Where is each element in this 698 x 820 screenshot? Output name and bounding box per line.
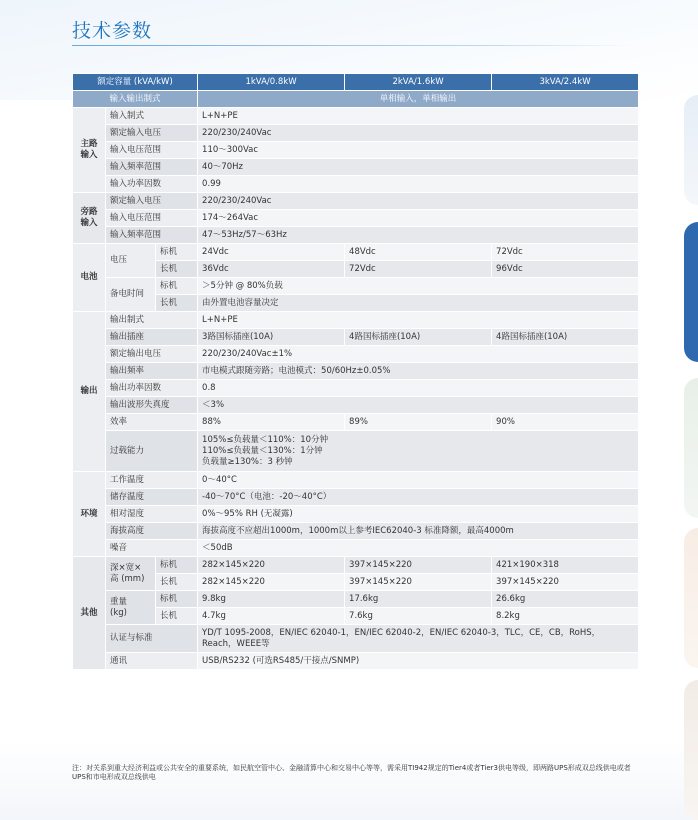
row-value: 40～70Hz	[198, 159, 639, 176]
io-system-value: 单相输入，单相输出	[198, 91, 639, 108]
overload-line: 负载量≥130%：3 秒钟	[202, 456, 293, 467]
row-label: 额定输入电压	[106, 125, 198, 142]
row-value: 220/230/240Vac	[198, 193, 639, 210]
row-value: 0.8	[198, 380, 639, 397]
table-row	[73, 540, 639, 557]
row-value: L+N+PE	[198, 108, 639, 125]
row-label: 输入频率范围	[106, 159, 198, 176]
row-value: 96Vdc	[492, 261, 639, 278]
row-label: 海拔高度	[106, 523, 198, 540]
row-value: 36Vdc	[198, 261, 345, 278]
overload-line: 110%≤负载量＜130%：1分钟	[202, 445, 323, 456]
table-row	[73, 523, 639, 540]
row-label: 长机	[156, 608, 198, 625]
row-value: 72Vdc	[345, 261, 492, 278]
battery-backup-label: 备电时间	[106, 278, 156, 312]
battery-voltage-label: 电压	[106, 244, 156, 278]
row-label: 输入电压范围	[106, 142, 198, 159]
table-row	[73, 397, 639, 414]
row-label: 标机	[156, 557, 198, 574]
table-row	[73, 431, 639, 472]
table-row	[73, 142, 639, 159]
row-value: 421×190×318	[492, 557, 639, 574]
row-label: 输出功率因数	[106, 380, 198, 397]
row-label: 通讯	[106, 653, 198, 670]
cat-bypass-input: 旁路 输入	[73, 193, 106, 244]
table-row	[73, 625, 639, 653]
row-value: USB/RS232 (可选RS485/干接点/SNMP)	[198, 653, 639, 670]
table-row	[73, 312, 639, 329]
row-value: 4路国标插座(10A)	[345, 329, 492, 346]
row-value: L+N+PE	[198, 312, 639, 329]
table-row	[73, 472, 639, 489]
row-value: 282×145×220	[198, 557, 345, 574]
row-label: 输入频率范围	[106, 227, 198, 244]
row-label: 标机	[156, 278, 198, 295]
row-label: 输出插座	[106, 329, 198, 346]
row-value: 9.8kg	[198, 591, 345, 608]
spec-table	[72, 73, 639, 670]
table-row	[73, 414, 639, 431]
table-row	[73, 346, 639, 363]
table-row	[73, 261, 639, 278]
row-value: 397×145×220	[345, 557, 492, 574]
table-row	[73, 591, 639, 608]
table-row	[73, 653, 639, 670]
row-value	[198, 431, 639, 472]
row-value: 90%	[492, 414, 639, 431]
row-label: 输入电压范围	[106, 210, 198, 227]
row-label: 输入制式	[106, 108, 198, 125]
row-label: 工作温度	[106, 472, 198, 489]
table-row	[73, 278, 639, 295]
footnote: 注：对关系到重大经济利益或公共安全的重要系统，如民航空管中心、金融清算中心和交易中心等等，需采用TI942规定的Tier4或者Tier3供电等级，即两路UPS形成双总线供电或者UPS和市电形成双总线供电	[72, 764, 631, 781]
table-row	[73, 210, 639, 227]
row-value: 24Vdc	[198, 244, 345, 261]
cat-battery: 电池	[73, 244, 106, 312]
row-value: 7.6kg	[345, 608, 492, 625]
row-label: 噪音	[106, 540, 198, 557]
row-value: 110～300Vac	[198, 142, 639, 159]
row-label: 额定输入电压	[106, 193, 198, 210]
side-tab-5[interactable]	[684, 680, 698, 820]
row-label: 认证与标准	[106, 625, 198, 653]
table-row	[73, 506, 639, 523]
cat-output: 输出	[73, 312, 106, 472]
side-tab-2-active[interactable]	[684, 222, 698, 362]
table-row	[73, 295, 639, 312]
table-row	[73, 489, 639, 506]
table-row	[73, 125, 639, 142]
page-title: 技术参数	[72, 20, 153, 42]
row-value: 0.99	[198, 176, 639, 193]
row-label: 长机	[156, 261, 198, 278]
side-tab-4[interactable]	[684, 528, 698, 668]
row-label: 储存温度	[106, 489, 198, 506]
row-value: 88%	[198, 414, 345, 431]
cat-other: 其他	[73, 557, 106, 670]
overload-line: 105%≤负载量＜110%：10分钟	[202, 434, 329, 445]
row-value: 市电模式跟随旁路；电池模式：50/60Hz±0.05%	[198, 363, 639, 380]
table-row	[73, 193, 639, 210]
row-value: 174～264Vac	[198, 210, 639, 227]
row-value: ＜3%	[198, 397, 639, 414]
header-model-2: 2kVA/1.6kW	[345, 74, 492, 91]
row-label: 输出制式	[106, 312, 198, 329]
row-value: 4.7kg	[198, 608, 345, 625]
table-row	[73, 363, 639, 380]
header-model-3: 3kVA/2.4kW	[492, 74, 639, 91]
row-value: 0%～95% RH (无凝露)	[198, 506, 639, 523]
row-label: 输入功率因数	[106, 176, 198, 193]
row-value: 397×145×220	[345, 574, 492, 591]
row-value: -40～70°C（电池：-20～40°C）	[198, 489, 639, 506]
row-value: 47～53Hz/57～63Hz	[198, 227, 639, 244]
table-row	[73, 108, 639, 125]
table-row	[73, 159, 639, 176]
row-value: 89%	[345, 414, 492, 431]
table-row	[73, 380, 639, 397]
row-value: 72Vdc	[492, 244, 639, 261]
row-value: 220/230/240Vac	[198, 125, 639, 142]
cat-environment: 环境	[73, 472, 106, 557]
table-header-row	[73, 74, 639, 91]
dimension-label: 深×宽× 高 (mm)	[106, 557, 156, 591]
table-row	[73, 227, 639, 244]
row-value: YD/T 1095-2008，EN/IEC 62040-1，EN/IEC 62040-2，EN/IEC 62040-3，TLC，CE，CB，RoHS，Reach，WEEE等	[198, 625, 639, 653]
row-value: 17.6kg	[345, 591, 492, 608]
row-label: 过载能力	[106, 431, 198, 472]
row-value: 26.6kg	[492, 591, 639, 608]
row-label: 输出频率	[106, 363, 198, 380]
row-value: 海拔高度不应超出1000m，1000m以上参考IEC62040-3 标准降额，最高4000m	[198, 523, 639, 540]
side-tab-3[interactable]	[684, 378, 698, 518]
row-label: 标机	[156, 591, 198, 608]
row-label: 长机	[156, 574, 198, 591]
title-divider	[72, 45, 638, 46]
row-value: 282×145×220	[198, 574, 345, 591]
row-value: 由外置电池容量决定	[198, 295, 639, 312]
weight-label: 重量 (kg)	[106, 591, 156, 625]
row-value: 8.2kg	[492, 608, 639, 625]
table-row	[73, 329, 639, 346]
row-value: 0～40°C	[198, 472, 639, 489]
row-value: ＜50dB	[198, 540, 639, 557]
table-row	[73, 557, 639, 574]
io-system-label: 输入输出制式	[73, 91, 198, 108]
row-value: 48Vdc	[345, 244, 492, 261]
row-label: 输出波形失真度	[106, 397, 198, 414]
header-rated: 额定容量 (kVA/kW)	[73, 74, 198, 91]
row-value: 397×145×220	[492, 574, 639, 591]
row-value: 4路国标插座(10A)	[492, 329, 639, 346]
row-value: 3路国标插座(10A)	[198, 329, 345, 346]
row-label: 效率	[106, 414, 198, 431]
side-tab-1[interactable]	[684, 95, 698, 205]
row-label: 相对湿度	[106, 506, 198, 523]
row-label: 额定输出电压	[106, 346, 198, 363]
table-row	[73, 244, 639, 261]
table-row	[73, 176, 639, 193]
table-row	[73, 91, 639, 108]
row-value: 220/230/240Vac±1%	[198, 346, 639, 363]
row-label: 长机	[156, 295, 198, 312]
cat-main-input: 主路 输入	[73, 108, 106, 193]
row-value: ＞5分钟 @ 80%负载	[198, 278, 639, 295]
header-model-1: 1kVA/0.8kW	[198, 74, 345, 91]
table-row	[73, 574, 639, 591]
row-label: 标机	[156, 244, 198, 261]
table-row	[73, 608, 639, 625]
